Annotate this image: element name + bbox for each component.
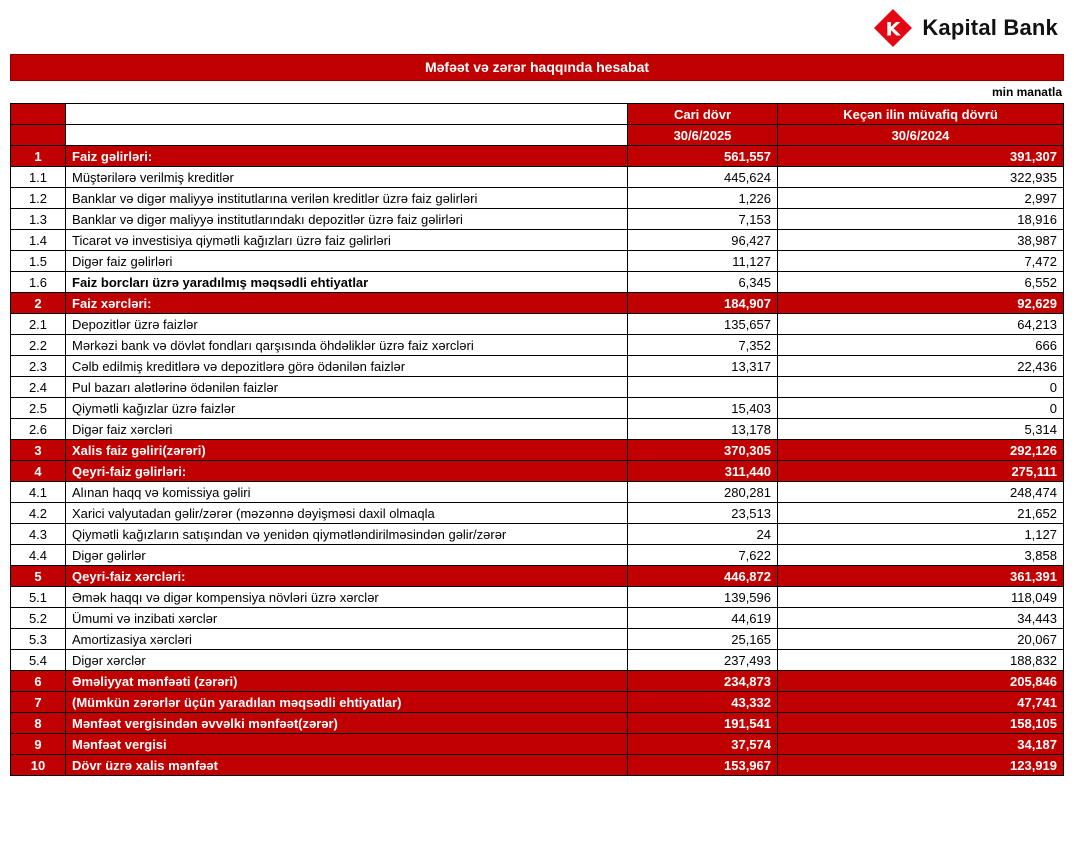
row-label-cell: Pul bazarı alətlərinə ödənilən faizlər — [66, 377, 628, 398]
col-header-current-period: Cari dövr — [628, 104, 778, 125]
row-label-cell: Qiymətli kağızlar üzrə faizlər — [66, 398, 628, 419]
row-number-cell: 4.3 — [11, 524, 66, 545]
table-row — [11, 734, 1064, 755]
previous-period-value-cell: 20,067 — [778, 629, 1064, 650]
row-label-cell: Digər gəlirlər — [66, 545, 628, 566]
table-row — [11, 608, 1064, 629]
row-label-cell: Banklar və digər maliyyə institutlarındakı depozitlər üzrə faiz gəlirləri — [66, 209, 628, 230]
table-row — [11, 146, 1064, 167]
previous-period-value-cell: 361,391 — [778, 566, 1064, 587]
header-label-cell — [66, 104, 628, 125]
row-label-cell: Faiz xərcləri: — [66, 293, 628, 314]
row-label-cell: Mənfəət vergisindən əvvəlki mənfəət(zərər) — [66, 713, 628, 734]
row-label-cell: Digər faiz xərcləri — [66, 419, 628, 440]
header-num-cell — [11, 104, 66, 125]
current-period-value-cell: 44,619 — [628, 608, 778, 629]
svg-text:K: K — [885, 18, 901, 41]
current-period-value-cell: 280,281 — [628, 482, 778, 503]
row-label-cell: Digər faiz gəlirləri — [66, 251, 628, 272]
row-label-cell: Ümumi və inzibati xərclər — [66, 608, 628, 629]
row-label-cell: Mərkəzi bank və dövlət fondları qarşısında öhdəliklər üzrə faiz xərcləri — [66, 335, 628, 356]
previous-period-value-cell: 666 — [778, 335, 1064, 356]
row-number-cell: 1.5 — [11, 251, 66, 272]
previous-period-value-cell: 3,858 — [778, 545, 1064, 566]
header-row-periods — [11, 104, 1064, 125]
table-row — [11, 671, 1064, 692]
row-label-cell: (Mümkün zərərlər üçün yaradılan məqsədli ehtiyatlar) — [66, 692, 628, 713]
current-period-value-cell: 561,557 — [628, 146, 778, 167]
table-row — [11, 713, 1064, 734]
row-number-cell: 3 — [11, 440, 66, 461]
unit-note: min manatla — [991, 85, 1062, 99]
current-period-value-cell: 184,907 — [628, 293, 778, 314]
row-label-cell: Amortizasiya xərcləri — [66, 629, 628, 650]
current-period-value-cell: 1,226 — [628, 188, 778, 209]
row-label-cell: Banklar və digər maliyyə institutlarına verilən kreditlər üzrə faiz gəlirləri — [66, 188, 628, 209]
row-label-cell: Faiz gəlirləri: — [66, 146, 628, 167]
table-row — [11, 482, 1064, 503]
row-number-cell: 4 — [11, 461, 66, 482]
row-number-cell: 6 — [11, 671, 66, 692]
current-period-value-cell: 234,873 — [628, 671, 778, 692]
table-row — [11, 524, 1064, 545]
col-header-current-date: 30/6/2025 — [628, 125, 778, 146]
row-number-cell: 2.4 — [11, 377, 66, 398]
header-label-cell — [66, 125, 628, 146]
table-row — [11, 314, 1064, 335]
table-row — [11, 545, 1064, 566]
row-label-cell: Xarici valyutadan gəlir/zərər (məzənnə dəyişməsi daxil olmaqla — [66, 503, 628, 524]
previous-period-value-cell: 123,919 — [778, 755, 1064, 776]
table-row — [11, 419, 1064, 440]
previous-period-value-cell: 21,652 — [778, 503, 1064, 524]
row-label-cell: Faiz borcları üzrə yaradılmış məqsədli ehtiyatlar — [66, 272, 628, 293]
table-row — [11, 398, 1064, 419]
row-label-cell: Mənfəət vergisi — [66, 734, 628, 755]
row-label-cell: Xalis faiz gəliri(zərəri) — [66, 440, 628, 461]
bank-name: Kapital Bank — [922, 15, 1058, 40]
current-period-value-cell: 7,153 — [628, 209, 778, 230]
current-period-value-cell: 191,541 — [628, 713, 778, 734]
row-label-cell: Dövr üzrə xalis mənfəət — [66, 755, 628, 776]
table-row — [11, 335, 1064, 356]
previous-period-value-cell: 2,997 — [778, 188, 1064, 209]
table-row — [11, 461, 1064, 482]
table-row — [11, 377, 1064, 398]
previous-period-value-cell: 34,187 — [778, 734, 1064, 755]
table-row — [11, 272, 1064, 293]
previous-period-value-cell: 34,443 — [778, 608, 1064, 629]
row-number-cell: 1.2 — [11, 188, 66, 209]
table-row — [11, 629, 1064, 650]
previous-period-value-cell: 47,741 — [778, 692, 1064, 713]
row-number-cell: 5.1 — [11, 587, 66, 608]
report-title-bar — [10, 54, 1064, 81]
current-period-value-cell: 43,332 — [628, 692, 778, 713]
report-title: Məfəət və zərər haqqında hesabat — [424, 59, 650, 75]
current-period-value-cell: 11,127 — [628, 251, 778, 272]
table-row — [11, 587, 1064, 608]
current-period-value-cell: 370,305 — [628, 440, 778, 461]
table-row — [11, 503, 1064, 524]
previous-period-value-cell: 22,436 — [778, 356, 1064, 377]
previous-period-value-cell: 92,629 — [778, 293, 1064, 314]
previous-period-value-cell: 158,105 — [778, 713, 1064, 734]
current-period-value-cell: 153,967 — [628, 755, 778, 776]
row-number-cell: 1.4 — [11, 230, 66, 251]
previous-period-value-cell: 248,474 — [778, 482, 1064, 503]
table-row — [11, 293, 1064, 314]
table-row — [11, 566, 1064, 587]
row-number-cell: 1.1 — [11, 167, 66, 188]
current-period-value-cell: 311,440 — [628, 461, 778, 482]
previous-period-value-cell: 64,213 — [778, 314, 1064, 335]
current-period-value-cell: 96,427 — [628, 230, 778, 251]
previous-period-value-cell: 18,916 — [778, 209, 1064, 230]
previous-period-value-cell: 6,552 — [778, 272, 1064, 293]
previous-period-value-cell: 5,314 — [778, 419, 1064, 440]
row-number-cell: 5.3 — [11, 629, 66, 650]
row-label-cell: Əmək haqqı və digər kompensiya növləri üzrə xərclər — [66, 587, 628, 608]
current-period-value-cell: 139,596 — [628, 587, 778, 608]
row-label-cell: Ticarət və investisiya qiymətli kağızları üzrə faiz gəlirləri — [66, 230, 628, 251]
current-period-value-cell: 13,317 — [628, 356, 778, 377]
row-number-cell: 7 — [11, 692, 66, 713]
row-number-cell: 5.2 — [11, 608, 66, 629]
table-row — [11, 167, 1064, 188]
current-period-value-cell: 37,574 — [628, 734, 778, 755]
row-number-cell: 2 — [11, 293, 66, 314]
header-num-cell — [11, 125, 66, 146]
table-row — [11, 692, 1064, 713]
table-body — [11, 146, 1064, 776]
current-period-value-cell: 25,165 — [628, 629, 778, 650]
table-row — [11, 440, 1064, 461]
row-number-cell: 4.4 — [11, 545, 66, 566]
previous-period-value-cell: 205,846 — [778, 671, 1064, 692]
row-number-cell: 4.2 — [11, 503, 66, 524]
row-label-cell: Əməliyyat mənfəəti (zərəri) — [66, 671, 628, 692]
current-period-value-cell: 13,178 — [628, 419, 778, 440]
row-number-cell: 2.5 — [11, 398, 66, 419]
kapital-bank-logo-icon — [873, 8, 913, 48]
current-period-value-cell: 135,657 — [628, 314, 778, 335]
col-header-previous-date: 30/6/2024 — [778, 125, 1064, 146]
current-period-value-cell: 7,352 — [628, 335, 778, 356]
header-row-dates — [11, 125, 1064, 146]
row-label-cell: Alınan haqq və komissiya gəliri — [66, 482, 628, 503]
row-number-cell: 2.3 — [11, 356, 66, 377]
row-label-cell: Digər xərclər — [66, 650, 628, 671]
previous-period-value-cell: 38,987 — [778, 230, 1064, 251]
current-period-value-cell — [628, 377, 778, 398]
col-header-previous-period: Keçən ilin müvafiq dövrü — [778, 104, 1064, 125]
row-label-cell: Müştərilərə verilmiş kreditlər — [66, 167, 628, 188]
table-row — [11, 650, 1064, 671]
current-period-value-cell: 237,493 — [628, 650, 778, 671]
previous-period-value-cell: 1,127 — [778, 524, 1064, 545]
current-period-value-cell: 24 — [628, 524, 778, 545]
row-number-cell: 8 — [11, 713, 66, 734]
previous-period-value-cell: 188,832 — [778, 650, 1064, 671]
previous-period-value-cell: 0 — [778, 398, 1064, 419]
row-label-cell: Qeyri-faiz xərcləri: — [66, 566, 628, 587]
row-number-cell: 10 — [11, 755, 66, 776]
row-number-cell: 2.1 — [11, 314, 66, 335]
row-label-cell: Qiymətli kağızların satışından və yenidən qiymətləndirilməsindən gəlir/zərər — [66, 524, 628, 545]
current-period-value-cell: 446,872 — [628, 566, 778, 587]
header — [10, 6, 1064, 54]
table-row — [11, 755, 1064, 776]
previous-period-value-cell: 118,049 — [778, 587, 1064, 608]
table-row — [11, 251, 1064, 272]
row-label-cell: Qeyri-faiz gəlirləri: — [66, 461, 628, 482]
current-period-value-cell: 15,403 — [628, 398, 778, 419]
row-number-cell: 5.4 — [11, 650, 66, 671]
previous-period-value-cell: 0 — [778, 377, 1064, 398]
row-number-cell: 2.2 — [11, 335, 66, 356]
row-number-cell: 5 — [11, 566, 66, 587]
previous-period-value-cell: 322,935 — [778, 167, 1064, 188]
table-row — [11, 230, 1064, 251]
row-number-cell: 4.1 — [11, 482, 66, 503]
current-period-value-cell: 7,622 — [628, 545, 778, 566]
table-row — [11, 356, 1064, 377]
previous-period-value-cell: 275,111 — [778, 461, 1064, 482]
row-number-cell: 2.6 — [11, 419, 66, 440]
previous-period-value-cell: 7,472 — [778, 251, 1064, 272]
row-number-cell: 1.3 — [11, 209, 66, 230]
income-statement-table — [10, 103, 1064, 776]
previous-period-value-cell: 391,307 — [778, 146, 1064, 167]
row-label-cell: Cəlb edilmiş kreditlərə və depozitlərə görə ödənilən faizlər — [66, 356, 628, 377]
current-period-value-cell: 445,624 — [628, 167, 778, 188]
previous-period-value-cell: 292,126 — [778, 440, 1064, 461]
row-number-cell: 9 — [11, 734, 66, 755]
row-label-cell: Depozitlər üzrə faizlər — [66, 314, 628, 335]
current-period-value-cell: 23,513 — [628, 503, 778, 524]
row-number-cell: 1 — [11, 146, 66, 167]
current-period-value-cell: 6,345 — [628, 272, 778, 293]
table-row — [11, 209, 1064, 230]
row-number-cell: 1.6 — [11, 272, 66, 293]
table-row — [11, 188, 1064, 209]
